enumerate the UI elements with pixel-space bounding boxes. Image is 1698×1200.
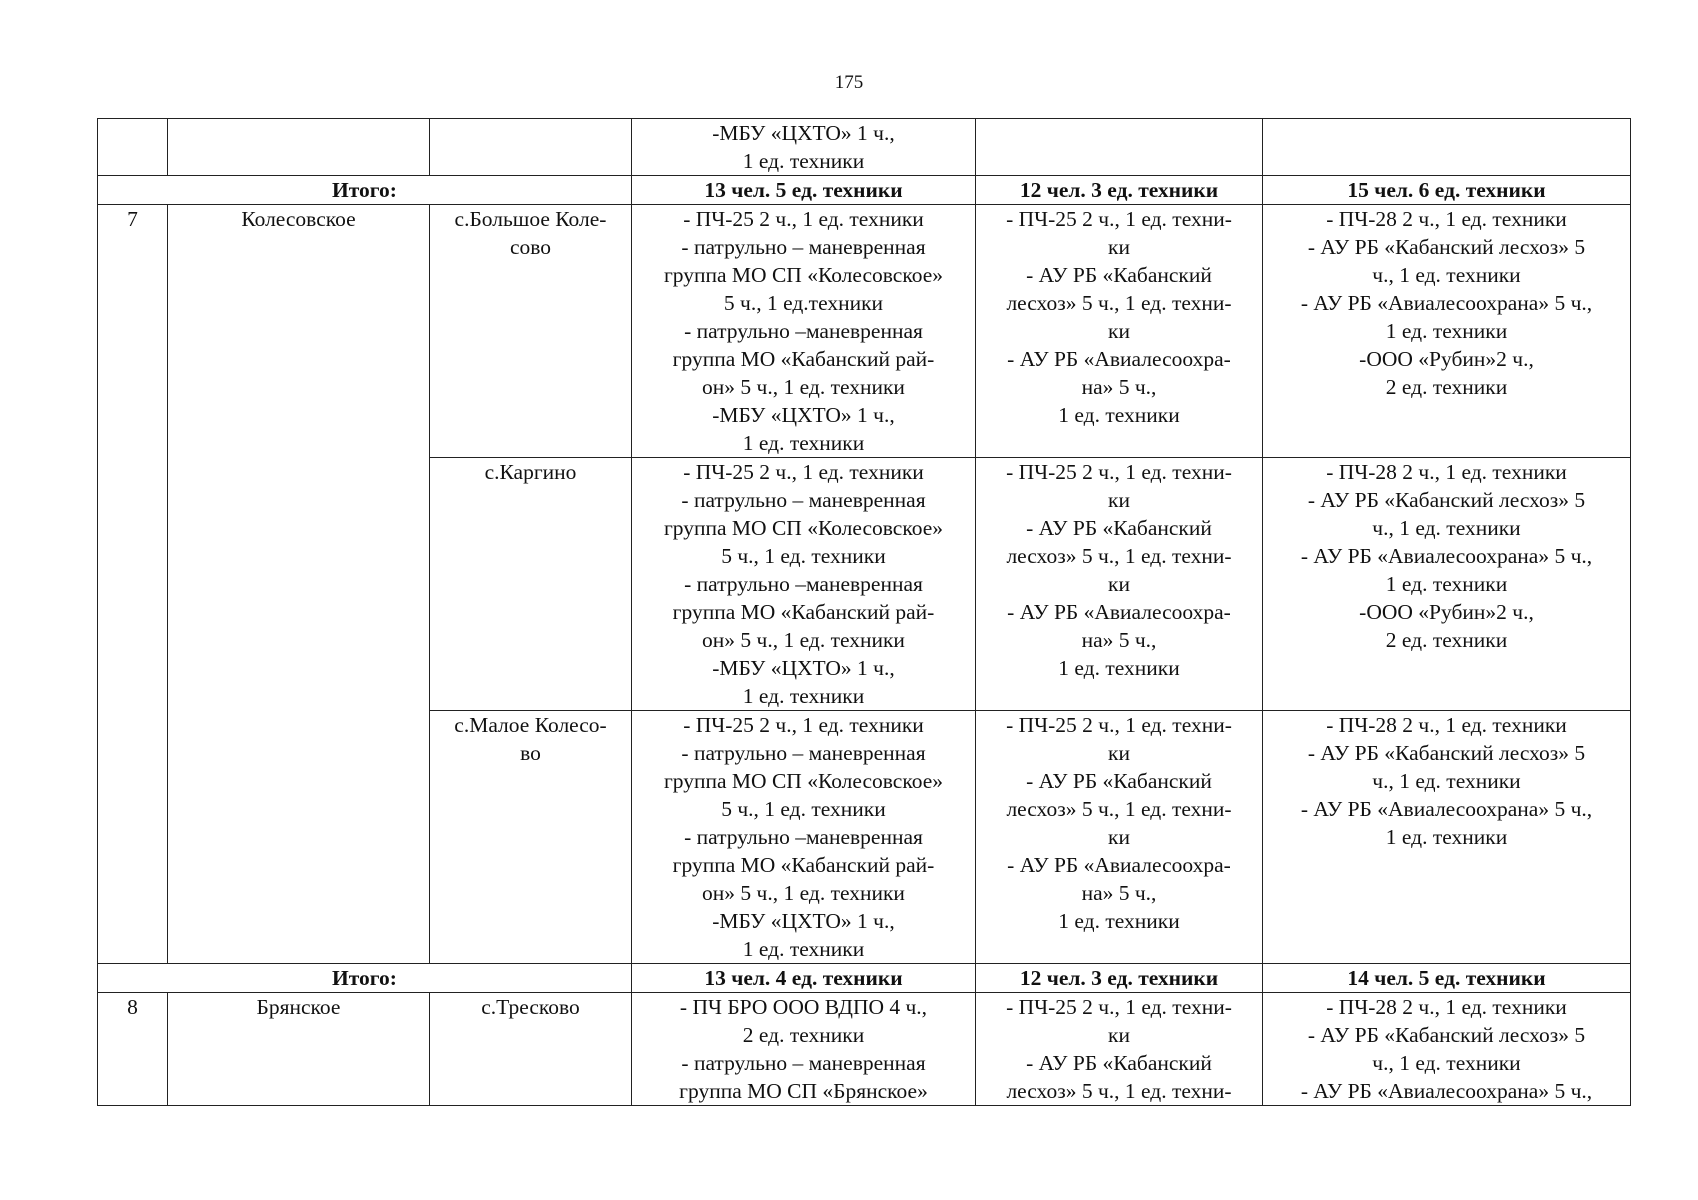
cell-line: - патрульно –маневренная bbox=[684, 825, 923, 849]
cell-line: - ПЧ-25 2 ч., 1 ед. техни- bbox=[1006, 713, 1232, 737]
resources-cell bbox=[632, 205, 976, 458]
total-label: Итого: bbox=[98, 964, 632, 993]
cell-line: с.Малое Колесо- bbox=[454, 713, 607, 737]
cell-line: - ПЧ-25 2 ч., 1 ед. техни- bbox=[1006, 460, 1232, 484]
cell-line: - ПЧ-25 2 ч., 1 ед. техни- bbox=[1006, 207, 1232, 231]
cell-line: лесхоз» 5 ч., 1 ед. техни- bbox=[1006, 544, 1232, 568]
cell-line: - ПЧ-28 2 ч., 1 ед. техники bbox=[1326, 207, 1567, 231]
village-cell bbox=[430, 711, 632, 964]
cell-line: - АУ РБ «Кабанский bbox=[1026, 516, 1212, 540]
total-row bbox=[98, 176, 1631, 205]
cell-line: 2 ед. техники bbox=[1385, 628, 1508, 652]
cell-line: - ПЧ-25 2 ч., 1 ед. техники bbox=[683, 713, 924, 737]
resources-cell bbox=[632, 458, 976, 711]
village-cell bbox=[430, 458, 632, 711]
resources-cell bbox=[976, 205, 1263, 458]
cell-line: 2 ед. техники bbox=[742, 1023, 865, 1047]
cell-line: лесхоз» 5 ч., 1 ед. техни- bbox=[1006, 1079, 1232, 1103]
cell-line: - ПЧ-28 2 ч., 1 ед. техники bbox=[1326, 713, 1567, 737]
continuation-row bbox=[98, 119, 1631, 176]
cell-line: 1 ед. техники bbox=[1058, 656, 1180, 680]
cell-line: 1 ед. техники bbox=[1058, 403, 1180, 427]
cell-line: 2 ед. техники bbox=[1385, 375, 1508, 399]
cell-line: группа МО СП «Колесовское» bbox=[663, 263, 944, 287]
cell-line: 1 ед. техники bbox=[1385, 319, 1508, 343]
cell-line: - АУ РБ «Авиалесоохрана» 5 ч., bbox=[1300, 797, 1593, 821]
cell-line: -ООО «Рубин»2 ч., bbox=[1359, 600, 1534, 624]
cell-line: группа МО «Кабанский рай- bbox=[672, 600, 935, 624]
total-value: 13 чел. 4 ед. техники bbox=[632, 964, 976, 993]
resources-cell bbox=[1263, 993, 1631, 1106]
cell-line: ки bbox=[1108, 319, 1130, 343]
cell-line: - АУ РБ «Авиалесоохра- bbox=[1007, 347, 1231, 371]
cell-line: -МБУ «ЦХТО» 1 ч., bbox=[712, 656, 895, 680]
cell-line: группа МО «Кабанский рай- bbox=[672, 853, 935, 877]
cell-line: -МБУ «ЦХТО» 1 ч., bbox=[712, 909, 895, 933]
total-value: 12 чел. 3 ед. техники bbox=[976, 176, 1263, 205]
number-cell bbox=[98, 119, 168, 176]
total-value: 12 чел. 3 ед. техники bbox=[976, 964, 1263, 993]
resources-cell bbox=[632, 119, 976, 176]
resources-cell bbox=[976, 458, 1263, 711]
cell-line: - АУ РБ «Авиалесоохра- bbox=[1007, 600, 1231, 624]
cell-line: - АУ РБ «Кабанский лесхоз» 5 bbox=[1307, 488, 1586, 512]
cell-line: - патрульно – маневренная bbox=[681, 741, 926, 765]
number-cell: 7 bbox=[98, 205, 168, 964]
cell-line: - АУ РБ «Кабанский bbox=[1026, 769, 1212, 793]
cell-line: - АУ РБ «Авиалесоохра- bbox=[1007, 853, 1231, 877]
cell-line: - АУ РБ «Авиалесоохрана» 5 ч., bbox=[1300, 544, 1593, 568]
cell-line: - ПЧ-25 2 ч., 1 ед. техни- bbox=[1006, 995, 1232, 1019]
cell-line: - ПЧ-25 2 ч., 1 ед. техники bbox=[683, 207, 924, 231]
cell-line: ки bbox=[1108, 741, 1130, 765]
cell-line: ки bbox=[1108, 488, 1130, 512]
table-row bbox=[98, 993, 1631, 1106]
resources-cell bbox=[976, 119, 1263, 176]
cell-line: ч., 1 ед. техники bbox=[1372, 263, 1521, 287]
cell-line: ч., 1 ед. техники bbox=[1372, 1051, 1521, 1075]
cell-line: лесхоз» 5 ч., 1 ед. техни- bbox=[1006, 797, 1232, 821]
cell-line: с.Большое Коле- bbox=[454, 207, 607, 231]
cell-line: 5 ч., 1 ед. техники bbox=[721, 797, 886, 821]
cell-line: 1 ед. техники bbox=[742, 937, 865, 961]
total-value: 15 чел. 6 ед. техники bbox=[1263, 176, 1631, 205]
cell-line: - патрульно –маневренная bbox=[684, 572, 923, 596]
cell-line: - АУ РБ «Авиалесоохрана» 5 ч., bbox=[1300, 1079, 1593, 1103]
cell-line: - ПЧ-25 2 ч., 1 ед. техники bbox=[683, 460, 924, 484]
cell-line: он» 5 ч., 1 ед. техники bbox=[702, 375, 905, 399]
cell-line: 5 ч., 1 ед. техники bbox=[721, 544, 886, 568]
cell-line: -МБУ «ЦХТО» 1 ч., bbox=[712, 403, 895, 427]
cell-line: ки bbox=[1108, 825, 1130, 849]
cell-line: ки bbox=[1108, 235, 1130, 259]
resources-cell bbox=[1263, 711, 1631, 964]
page-number: 175 bbox=[834, 72, 864, 93]
cell-line: на» 5 ч., bbox=[1081, 375, 1157, 399]
village-cell bbox=[430, 205, 632, 458]
cell-line: - АУ РБ «Кабанский bbox=[1026, 1051, 1212, 1075]
cell-line: он» 5 ч., 1 ед. техники bbox=[702, 881, 905, 905]
resources-cell bbox=[1263, 458, 1631, 711]
total-value: 13 чел. 5 ед. техники bbox=[632, 176, 976, 205]
cell-line: - АУ РБ «Кабанский bbox=[1026, 263, 1212, 287]
total-value: 14 чел. 5 ед. техники bbox=[1263, 964, 1631, 993]
cell-line: - патрульно –маневренная bbox=[684, 319, 923, 343]
cell-line: сово bbox=[509, 235, 552, 259]
cell-line: группа МО СП «Колесовское» bbox=[663, 769, 944, 793]
village-cell bbox=[430, 119, 632, 176]
cell-line: - патрульно – маневренная bbox=[681, 235, 926, 259]
cell-line: 1 ед. техники bbox=[1058, 909, 1180, 933]
cell-line: - АУ РБ «Кабанский лесхоз» 5 bbox=[1307, 235, 1586, 259]
cell-line: группа МО СП «Брянское» bbox=[679, 1079, 928, 1103]
resources-cell bbox=[632, 993, 976, 1106]
resource-table bbox=[97, 118, 1631, 1106]
cell-line: - ПЧ-28 2 ч., 1 ед. техники bbox=[1326, 460, 1567, 484]
table-row bbox=[98, 205, 1631, 458]
cell-line: с.Каргино bbox=[484, 460, 577, 484]
total-row bbox=[98, 964, 1631, 993]
cell-line: 1 ед. техники bbox=[742, 149, 865, 173]
cell-line: - АУ РБ «Кабанский лесхоз» 5 bbox=[1307, 741, 1586, 765]
cell-line: 1 ед. техники bbox=[742, 684, 865, 708]
cell-line: ки bbox=[1108, 1023, 1130, 1047]
resources-cell bbox=[632, 711, 976, 964]
cell-line: 1 ед. техники bbox=[1385, 825, 1508, 849]
cell-line: группа МО СП «Колесовское» bbox=[663, 516, 944, 540]
total-label: Итого: bbox=[98, 176, 632, 205]
cell-line: - патрульно – маневренная bbox=[681, 1051, 926, 1075]
cell-line: он» 5 ч., 1 ед. техники bbox=[702, 628, 905, 652]
cell-line: 5 ч., 1 ед.техники bbox=[723, 291, 884, 315]
cell-line: ки bbox=[1108, 572, 1130, 596]
resources-cell bbox=[976, 993, 1263, 1106]
village-cell bbox=[430, 993, 632, 1106]
settlement-cell: Брянское bbox=[168, 993, 430, 1106]
cell-line: с.Тресково bbox=[481, 995, 580, 1019]
cell-line: на» 5 ч., bbox=[1081, 881, 1157, 905]
cell-line: лесхоз» 5 ч., 1 ед. техни- bbox=[1006, 291, 1232, 315]
cell-line: группа МО «Кабанский рай- bbox=[672, 347, 935, 371]
settlement-cell: Колесовское bbox=[168, 205, 430, 964]
resources-cell bbox=[1263, 205, 1631, 458]
cell-line: -ООО «Рубин»2 ч., bbox=[1359, 347, 1534, 371]
cell-line: на» 5 ч., bbox=[1081, 628, 1157, 652]
settlement-cell bbox=[168, 119, 430, 176]
cell-line: - ПЧ БРО ООО ВДПО 4 ч., bbox=[679, 995, 928, 1019]
cell-line: ч., 1 ед. техники bbox=[1372, 769, 1521, 793]
cell-line: - ПЧ-28 2 ч., 1 ед. техники bbox=[1326, 995, 1567, 1019]
cell-line: 1 ед. техники bbox=[1385, 572, 1508, 596]
cell-line: во bbox=[520, 741, 541, 765]
cell-line: - АУ РБ «Авиалесоохрана» 5 ч., bbox=[1300, 291, 1593, 315]
cell-line: -МБУ «ЦХТО» 1 ч., bbox=[712, 121, 895, 145]
cell-line: 1 ед. техники bbox=[742, 431, 865, 455]
number-cell: 8 bbox=[98, 993, 168, 1106]
cell-line: ч., 1 ед. техники bbox=[1372, 516, 1521, 540]
cell-line: - АУ РБ «Кабанский лесхоз» 5 bbox=[1307, 1023, 1586, 1047]
resources-cell bbox=[976, 711, 1263, 964]
cell-line: - патрульно – маневренная bbox=[681, 488, 926, 512]
resources-cell bbox=[1263, 119, 1631, 176]
